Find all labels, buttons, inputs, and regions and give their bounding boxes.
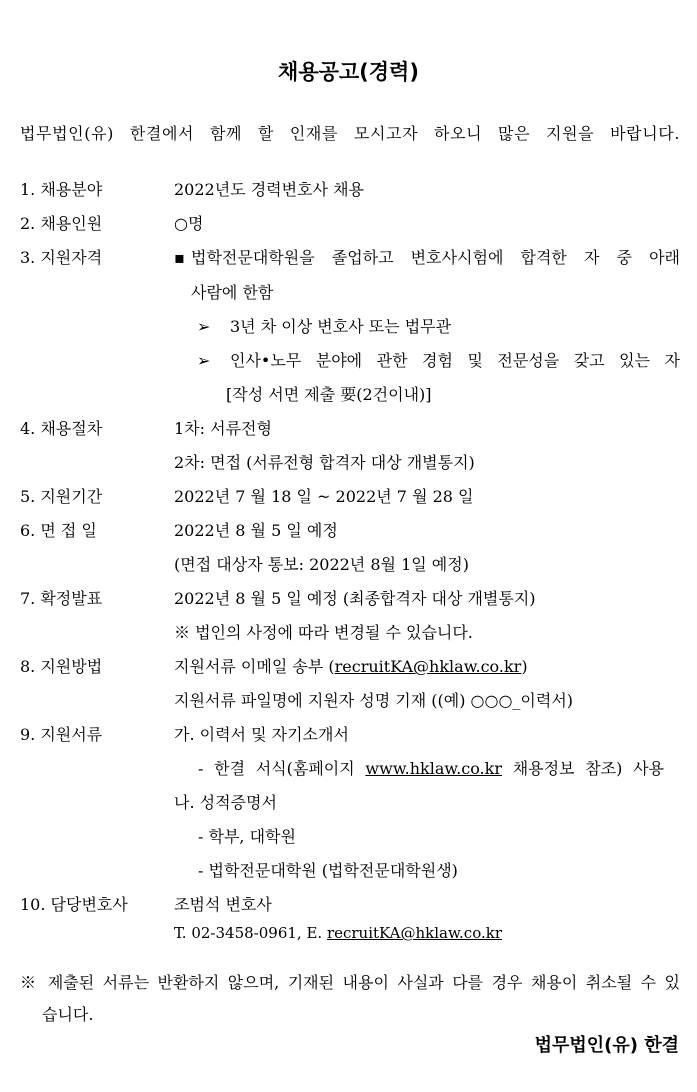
- page-title: 채용공고(경력): [278, 60, 419, 84]
- item-announcement: [0, 587, 697, 613]
- document-sub-1: - 한결 서식(홈페이지 www.hklaw.co.kr 채용정보 참조) 사용: [198, 759, 664, 778]
- item-label: 5. 지원기간: [20, 487, 103, 506]
- item-value-2: 2차: 면접 (서류전형 합격자 대상 개별통지): [174, 453, 475, 472]
- item-label: 4. 채용절차: [20, 419, 103, 438]
- item-label: 3. 지원자격: [20, 248, 103, 267]
- item-label: 2. 채용인원: [20, 214, 103, 233]
- item-value: 2022년 8 월 5 일 예정: [174, 521, 338, 540]
- arrow-bullet-icon: ➢: [197, 351, 211, 370]
- qualification-text-cont: 사람에 한함: [191, 283, 274, 302]
- item-field: [0, 178, 697, 204]
- item-label: 8. 지원방법: [20, 657, 103, 676]
- item-label: 1. 채용분야: [20, 180, 103, 199]
- item-qualification: [0, 246, 697, 272]
- item-value-2: (면접 대상자 통보: 2022년 8월 1일 예정): [174, 555, 469, 574]
- contact-line: T. 02-3458-0961, E. recruitKA@hklaw.co.kr: [174, 924, 502, 942]
- contact-email-link[interactable]: recruitKA@hklaw.co.kr: [326, 924, 502, 942]
- arrow-bullet-icon: ➢: [197, 317, 211, 336]
- item-value: 가. 이력서 및 자기소개서: [174, 725, 349, 744]
- email-link[interactable]: recruitKA@hklaw.co.kr: [334, 657, 522, 676]
- homepage-link[interactable]: www.hklaw.co.kr: [365, 759, 502, 778]
- item-label: 9. 지원서류: [20, 725, 103, 744]
- item-label: 10. 담당변호사: [20, 895, 128, 914]
- qualification-arrow-1: 3년 차 이상 변호사 또는 법무관: [230, 317, 452, 336]
- item-contact: [0, 893, 697, 919]
- intro-text: 법무법인(유) 한결에서 함께 할 인재를 모시고자 하오니 많은 지원을 바랍니다.: [20, 124, 680, 143]
- notice-text: ※ 제출된 서류는 반환하지 않으며, 기재된 내용이 사실과 다를 경우 채용이 취소될 수 있: [20, 973, 680, 992]
- item-value: 2022년 7 월 18 일 ~ 2022년 7 월 28 일: [174, 487, 474, 506]
- item-period: [0, 485, 697, 511]
- square-bullet-icon: ▪: [174, 248, 185, 267]
- qualification-arrow-2-cont: [작성 서면 제출 要(2건이내)]: [226, 385, 432, 404]
- notice-text-cont: 습니다.: [42, 1005, 94, 1024]
- item-value-2: 지원서류 파일명에 지원자 성명 기재 ((예) ○○○_이력서): [174, 691, 574, 710]
- item-value: 2022년 8 월 5 일 예정 (최종합격자 대상 개별통지): [174, 589, 536, 608]
- qualification-arrow-2: 인사•노무 분야에 관한 경험 및 전문성을 갖고 있는 자: [230, 351, 680, 370]
- item-documents: [0, 723, 697, 749]
- item-label: 6. 면 접 일: [20, 521, 97, 540]
- document-sub-2: - 학부, 대학원: [198, 827, 296, 846]
- item-label: 7. 확정발표: [20, 589, 103, 608]
- document-sub-3: - 법학전문대학원 (법학전문대학원생): [198, 861, 458, 880]
- firm-signature: 법무법인(유) 한결: [534, 1035, 679, 1056]
- item-method: [0, 655, 697, 681]
- item-value: 1차: 서류전형: [174, 419, 272, 438]
- item-interview: [0, 519, 697, 545]
- item-value-2: ※ 법인의 사정에 따라 변경될 수 있습니다.: [174, 623, 473, 642]
- item-value: 2022년도 경력변호사 채용: [174, 180, 364, 199]
- item-headcount: [0, 212, 697, 238]
- item-value: ○명: [174, 214, 204, 233]
- item-value: 지원서류 이메일 송부 (recruitKA@hklaw.co.kr): [174, 657, 528, 676]
- qualification-text: 법학전문대학원을 졸업하고 변호사시험에 합격한 자 중 아래: [191, 248, 680, 267]
- item-value: 조범석 변호사: [174, 895, 272, 914]
- item-process: [0, 417, 697, 443]
- item-value-2: 나. 성적증명서: [174, 793, 277, 812]
